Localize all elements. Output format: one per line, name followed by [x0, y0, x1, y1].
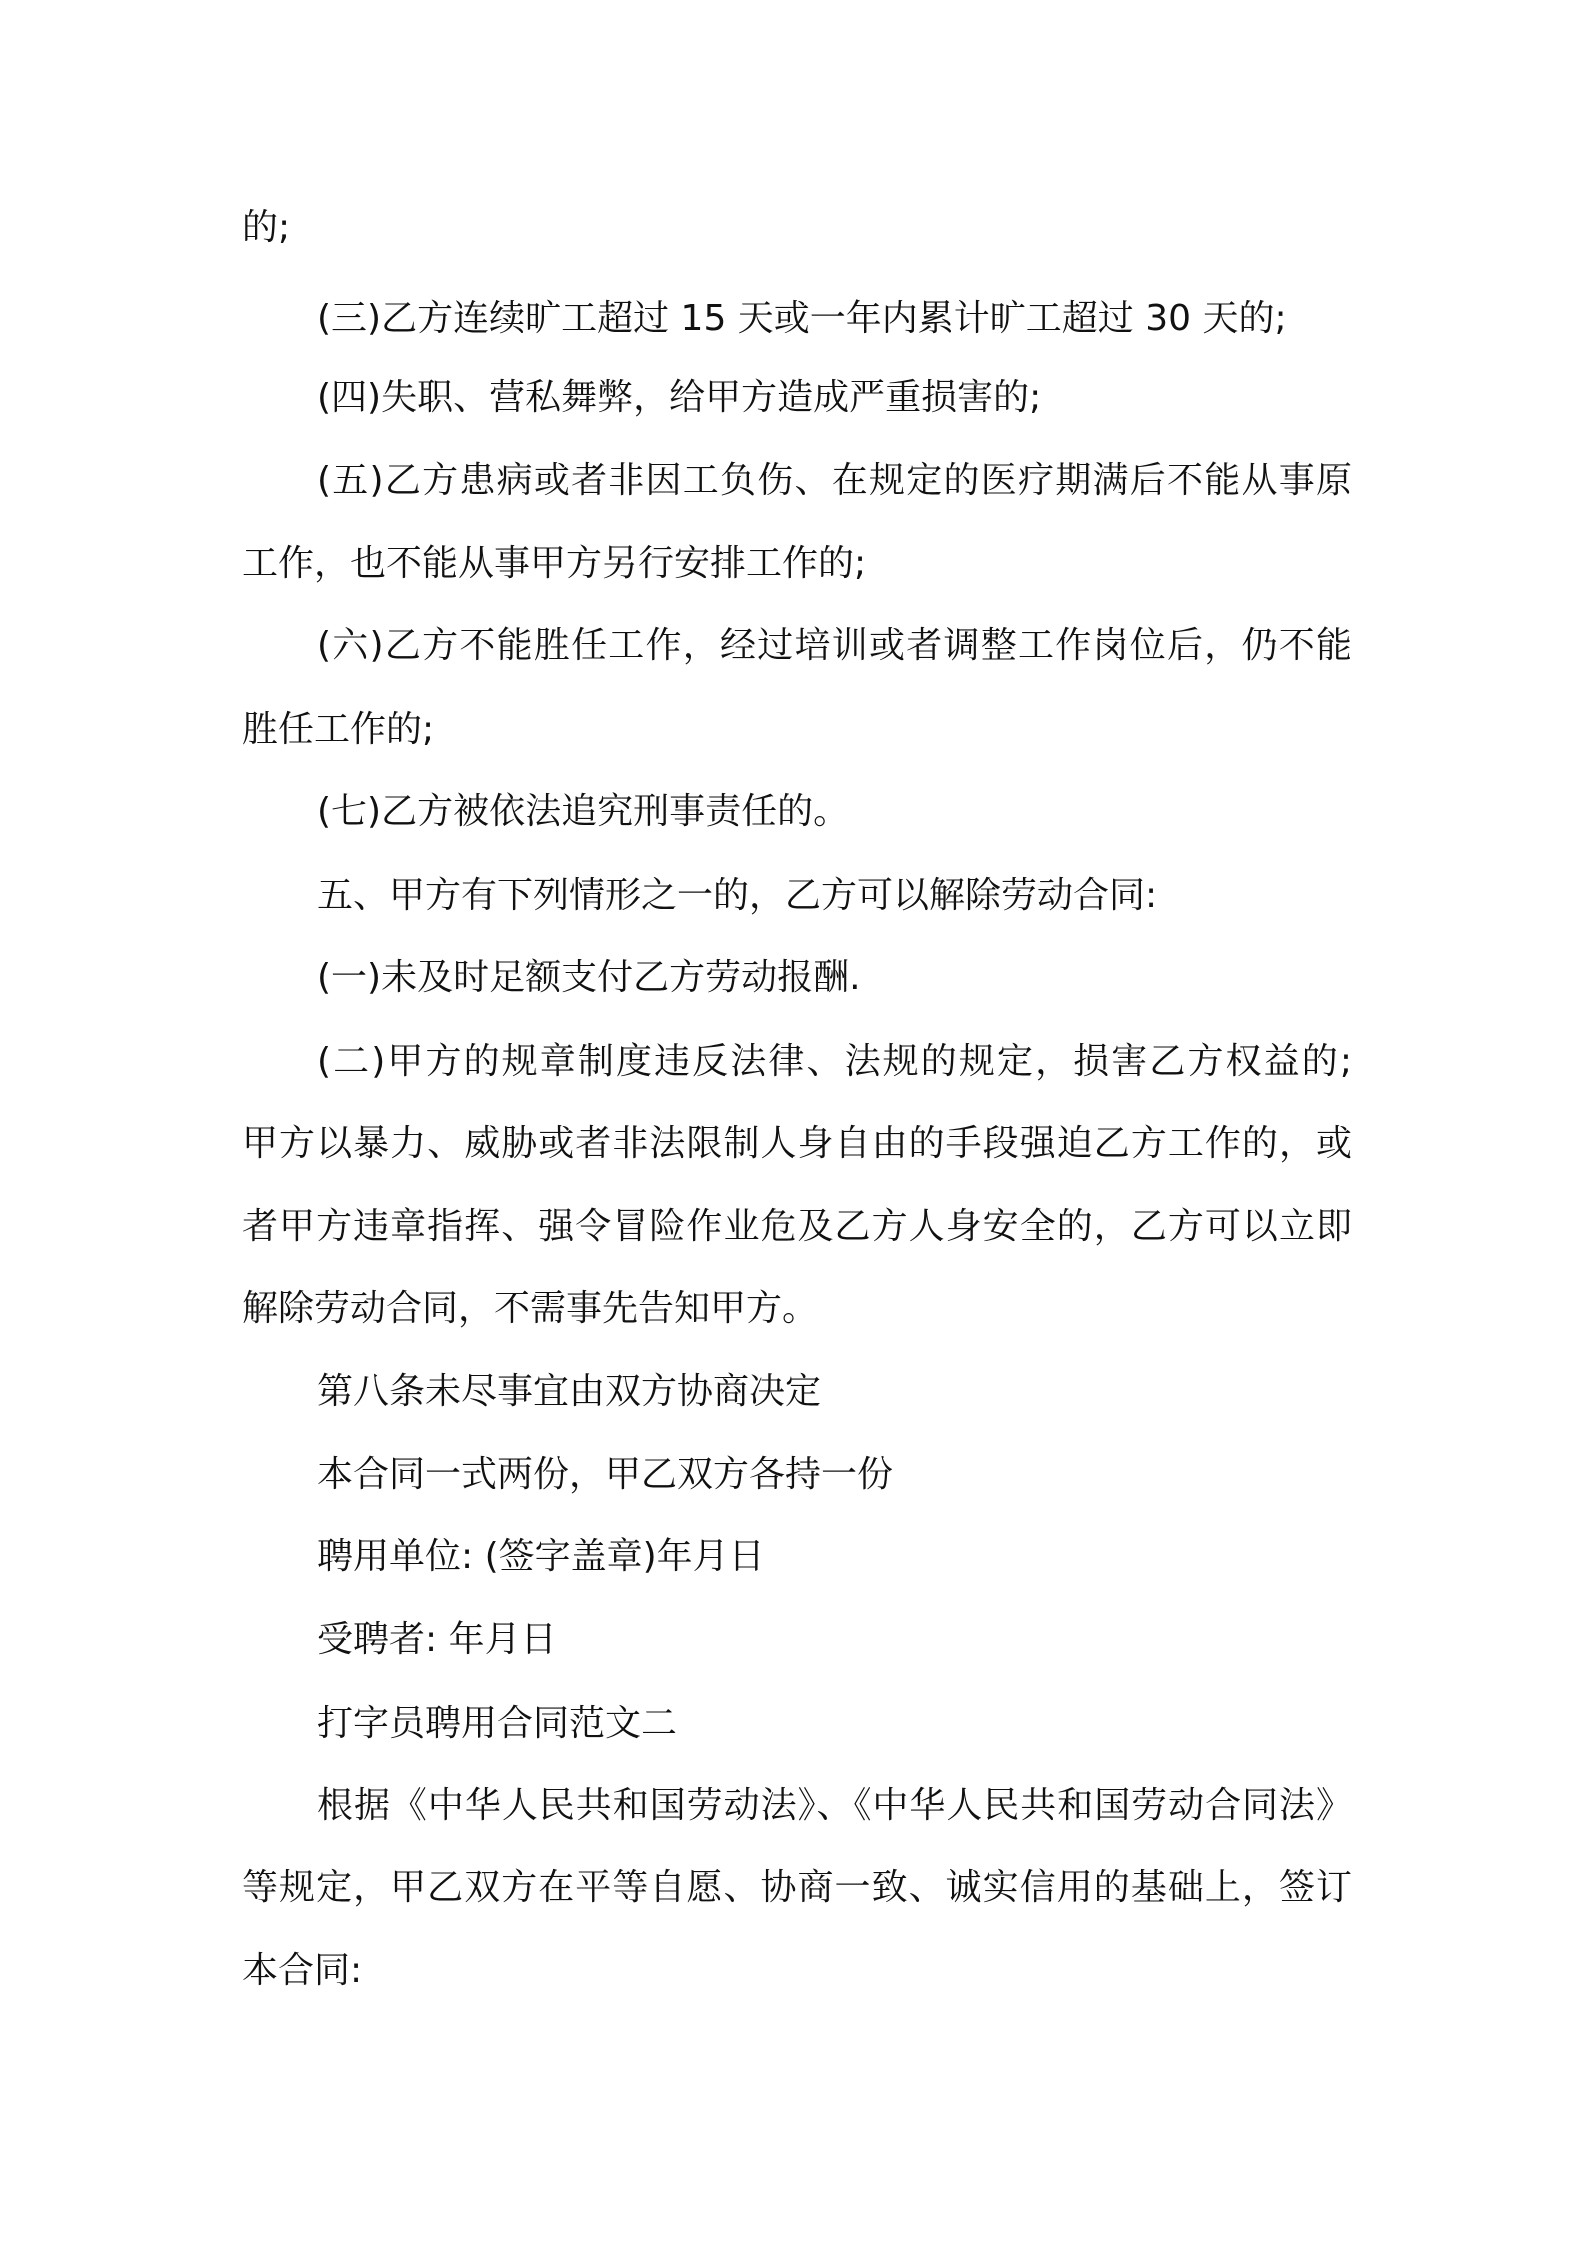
text-line-20: 根据《中华人民共和国劳动法》、《中华人民共和国劳动合同法》 [317, 1785, 1352, 1826]
text-line-5: 工作，也不能从事甲方另行安排工作的; [242, 543, 867, 584]
text-line-8: (七)乙方被依法追究刑事责任的。 [317, 791, 850, 832]
text-line-6: (六)乙方不能胜任工作，经过培训或者调整工作岗位后，仍不能 [317, 625, 1352, 666]
text-line-9: 五、甲方有下列情形之一的，乙方可以解除劳动合同: [317, 875, 1158, 916]
text-line-16: 本合同一式两份，甲乙双方各持一份 [317, 1454, 894, 1495]
text-line-2: (三)乙方连续旷工超过 15 天或一年内累计旷工超过 30 天的; [317, 298, 1287, 339]
text-line-7: 胜任工作的; [242, 709, 435, 750]
text-line-10: (一)未及时足额支付乙方劳动报酬. [317, 957, 861, 998]
text-line-17: 聘用单位: (签字盖章)年月日 [317, 1536, 765, 1577]
text-line-12: 甲方以暴力、威胁或者非法限制人身自由的手段强迫乙方工作的，或 [242, 1123, 1352, 1164]
text-line-13: 者甲方违章指挥、强令冒险作业危及乙方人身安全的，乙方可以立即 [242, 1206, 1352, 1247]
text-line-14: 解除劳动合同，不需事先告知甲方。 [242, 1288, 819, 1329]
text-line-19: 打字员聘用合同范文二 [317, 1703, 678, 1744]
text-line-15: 第八条未尽事宜由双方协商决定 [317, 1371, 822, 1412]
text-line-4: (五)乙方患病或者非因工负伤、在规定的医疗期满后不能从事原 [317, 460, 1352, 501]
text-line-22: 本合同: [242, 1950, 363, 1991]
text-line-3: (四)失职、营私舞弊，给甲方造成严重损害的; [317, 377, 1042, 418]
text-line-1: 的; [242, 207, 291, 248]
text-line-21: 等规定，甲乙双方在平等自愿、协商一致、诚实信用的基础上，签订 [242, 1867, 1352, 1908]
text-line-18: 受聘者: 年月日 [317, 1619, 557, 1660]
text-line-11: (二)甲方的规章制度违反法律、法规的规定，损害乙方权益的; [317, 1041, 1352, 1082]
